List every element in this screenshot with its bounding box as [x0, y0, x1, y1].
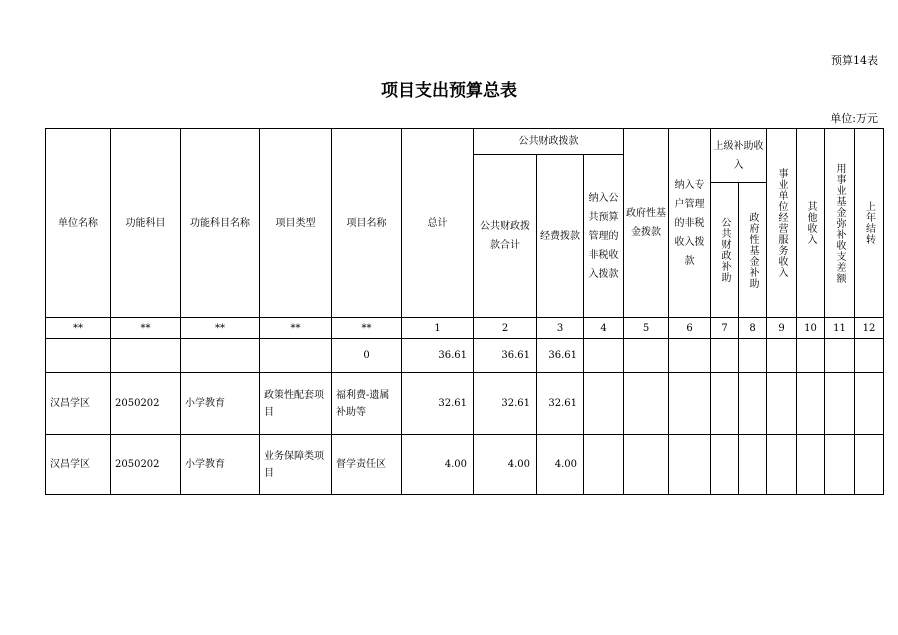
cell-func-subject: 2050202: [111, 435, 181, 495]
cell-empty: [855, 339, 884, 373]
cell-empty: [855, 373, 884, 435]
page-title: 项目支出预算总表: [381, 81, 517, 101]
cell-project-name: 福利费-遗属补助等: [332, 373, 402, 435]
col-header-funding-alloc: 经费拨款: [537, 155, 584, 318]
col-header-special-account: 纳入专户管理的非税收入拨款: [669, 129, 711, 318]
col-header-superior-subsidy: 上级补助收入: [711, 129, 767, 183]
cell-empty: [669, 339, 711, 373]
cell-unit-name: [46, 339, 111, 373]
cell-empty: [669, 435, 711, 495]
cell-empty: [797, 435, 825, 495]
index-cell: **: [181, 318, 260, 339]
cell-empty: [797, 339, 825, 373]
cell-total: 32.61: [402, 373, 474, 435]
cell-empty: [584, 373, 624, 435]
cell-empty: [739, 435, 767, 495]
cell-empty: [767, 373, 797, 435]
col-header-unit-name: 单位名称: [46, 129, 111, 318]
budget-table: [45, 128, 884, 495]
col-header-business-fund: 用事业基金弥补收支差额: [825, 129, 855, 318]
col-header-carryover: 上年结转: [855, 129, 884, 318]
table-number: 预算14表: [831, 54, 878, 67]
index-cell: 4: [584, 318, 624, 339]
cell-public-finance-total: 36.61: [474, 339, 537, 373]
col-header-gov-fund-subsidy: 政府性基金补助: [739, 183, 767, 318]
unit-label: 单位:万元: [830, 112, 878, 125]
cell-empty: [584, 339, 624, 373]
cell-empty: [584, 435, 624, 495]
index-cell: 11: [825, 318, 855, 339]
cell-funding-alloc: 32.61: [537, 373, 584, 435]
cell-func-subject-name: 小学教育: [181, 435, 260, 495]
col-header-project-name: 项目名称: [332, 129, 402, 318]
col-header-business-income: 事业单位经营服务收入: [767, 129, 797, 318]
cell-empty: [711, 435, 739, 495]
cell-empty: [855, 435, 884, 495]
cell-funding-alloc: 36.61: [537, 339, 584, 373]
index-cell: 8: [739, 318, 767, 339]
col-header-other-income: 其他收入: [797, 129, 825, 318]
cell-empty: [739, 373, 767, 435]
index-cell: **: [46, 318, 111, 339]
index-cell: 12: [855, 318, 884, 339]
cell-total: 4.00: [402, 435, 474, 495]
cell-public-finance-total: 32.61: [474, 373, 537, 435]
cell-empty: [825, 373, 855, 435]
col-header-non-tax-income: 纳入公共预算管理的非税收入拨款: [584, 155, 624, 318]
index-cell: **: [332, 318, 402, 339]
col-header-gov-fund: 政府性基金拨款: [624, 129, 669, 318]
index-cell: 6: [669, 318, 711, 339]
cell-project-name: 0: [332, 339, 402, 373]
cell-empty: [797, 373, 825, 435]
cell-func-subject-name: [181, 339, 260, 373]
cell-empty: [739, 339, 767, 373]
col-header-project-type: 项目类型: [260, 129, 332, 318]
index-row: [46, 318, 884, 339]
cell-empty: [767, 339, 797, 373]
cell-project-type: 业务保障类项目: [260, 435, 332, 495]
cell-empty: [767, 435, 797, 495]
cell-funding-alloc: 4.00: [537, 435, 584, 495]
index-cell: 1: [402, 318, 474, 339]
cell-public-finance-total: 4.00: [474, 435, 537, 495]
cell-empty: [825, 435, 855, 495]
cell-project-type: 政策性配套项目: [260, 373, 332, 435]
cell-empty: [624, 435, 669, 495]
index-cell: 10: [797, 318, 825, 339]
cell-project-name: 督学责任区: [332, 435, 402, 495]
col-header-func-subject-name: 功能科目名称: [181, 129, 260, 318]
col-header-total: 总计: [402, 129, 474, 318]
cell-empty: [624, 339, 669, 373]
index-cell: **: [260, 318, 332, 339]
table-row-summary: [46, 339, 884, 373]
index-cell: 5: [624, 318, 669, 339]
index-cell: **: [111, 318, 181, 339]
cell-unit-name: 汉昌学区: [46, 435, 111, 495]
cell-empty: [825, 339, 855, 373]
cell-func-subject: 2050202: [111, 373, 181, 435]
cell-func-subject-name: 小学教育: [181, 373, 260, 435]
cell-func-subject: [111, 339, 181, 373]
cell-empty: [624, 373, 669, 435]
cell-project-type: [260, 339, 332, 373]
col-header-public-finance-group: 公共财政拨款: [474, 129, 624, 155]
cell-empty: [711, 339, 739, 373]
index-cell: 2: [474, 318, 537, 339]
cell-total: 36.61: [402, 339, 474, 373]
table-row: [46, 373, 884, 435]
cell-empty: [669, 373, 711, 435]
cell-empty: [711, 373, 739, 435]
index-cell: 9: [767, 318, 797, 339]
table-row: [46, 435, 884, 495]
col-header-func-subject: 功能科目: [111, 129, 181, 318]
col-header-public-finance-total: 公共财政拨款合计: [474, 155, 537, 318]
cell-unit-name: 汉昌学区: [46, 373, 111, 435]
index-cell: 3: [537, 318, 584, 339]
col-header-public-finance-subsidy: 公共财政补助: [711, 183, 739, 318]
index-cell: 7: [711, 318, 739, 339]
